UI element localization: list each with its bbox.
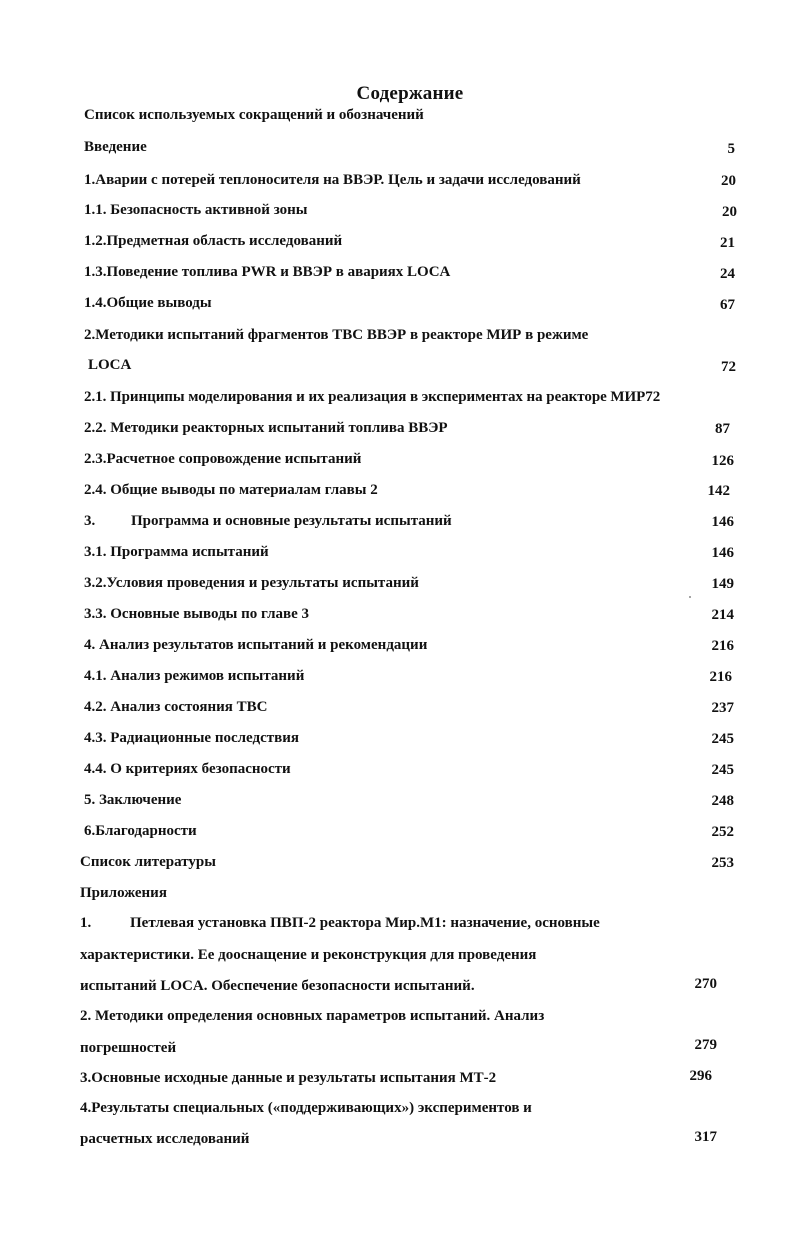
toc-entry-2-1: 2.1. Принципы моделирования и их реализация в экспериментах на реакторе МИР72 <box>84 389 661 405</box>
toc-page-ch4: 216 <box>711 638 734 654</box>
toc-page-4-3: 245 <box>711 731 734 747</box>
toc-entry-4-1: 4.1. Анализ режимов испытаний <box>84 668 305 684</box>
toc-page-2-3: 126 <box>711 453 734 469</box>
toc-entry-app1-line1: Петлевая установка ПВП-2 реактора Мир.М1: назначение, основные <box>130 915 600 931</box>
toc-page-4-2: 237 <box>711 700 734 716</box>
toc-page-1-3: 24 <box>720 266 735 282</box>
toc-entry-ch5: 5. Заключение <box>84 792 182 808</box>
toc-page-ch1: 20 <box>721 173 736 189</box>
toc-entry-ch2-cont: LOCA <box>88 357 132 373</box>
toc-entry-app4-line2: расчетных исследований <box>80 1131 250 1147</box>
toc-entry-appendices: Приложения <box>80 885 167 901</box>
page-title: Содержание <box>356 83 464 104</box>
toc-entry-app2-line1: 2. Методики определения основных параметров испытаний. Анализ <box>80 1008 545 1024</box>
toc-page-1-4: 67 <box>720 297 735 313</box>
toc-entry-app3: 3.Основные исходные данные и результаты испытания МТ-2 <box>80 1070 497 1086</box>
toc-entry-1-3: 1.3.Поведение топлива PWR и ВВЭР в авариях LOCA <box>84 264 451 280</box>
toc-entry-ch3: Программа и основные результаты испытаний <box>131 513 452 529</box>
toc-entry-ch1: 1.Аварии с потерей теплоносителя на ВВЭР. Цель и задачи исследований <box>84 172 581 188</box>
toc-page-3-3: 214 <box>711 607 734 623</box>
toc-entry-3-1: 3.1. Программа испытаний <box>84 544 269 560</box>
toc-page-4-1: 216 <box>709 669 732 685</box>
toc-entry-app1-number: 1. <box>80 915 92 931</box>
toc-entry-ch6: 6.Благодарности <box>84 823 197 839</box>
toc-page-3-2: 149 <box>711 576 734 592</box>
toc-page-3-1: 146 <box>711 545 734 561</box>
toc-entry-app1-line3: испытаний LOCA. Обеспечение безопасности испытаний. <box>80 978 475 994</box>
toc-entry-3-3: 3.3. Основные выводы по главе 3 <box>84 606 309 622</box>
toc-page-app3: 296 <box>689 1068 712 1084</box>
toc-entry-ch4: 4. Анализ результатов испытаний и рекомендации <box>84 637 428 653</box>
toc-page-intro: 5 <box>727 141 735 157</box>
toc-page-app2: 279 <box>694 1037 717 1053</box>
toc-page-ch2: 72 <box>721 359 736 375</box>
toc-page-1-1: 20 <box>722 204 737 220</box>
toc-entry-4-3: 4.3. Радиационные последствия <box>84 730 299 746</box>
toc-entry-4-2: 4.2. Анализ состояния ТВС <box>84 699 268 715</box>
toc-entry-intro: Введение <box>84 139 147 155</box>
toc-page-1-2: 21 <box>720 235 735 251</box>
toc-entry-app1-line2: характеристики. Ее дооснащение и реконструкция для проведения <box>80 947 537 963</box>
toc-page-4-4: 245 <box>711 762 734 778</box>
toc-page-app4: 317 <box>694 1129 717 1145</box>
toc-page-ch6: 252 <box>711 824 734 840</box>
toc-entry-2-3: 2.3.Расчетное сопровождение испытаний <box>84 451 362 467</box>
toc-entry-2-2: 2.2. Методики реакторных испытаний топлива ВВЭР <box>84 420 448 436</box>
toc-entry-2-4: 2.4. Общие выводы по материалам главы 2 <box>84 482 378 498</box>
toc-page-2-4: 142 <box>707 483 730 499</box>
toc-page-ch5: 248 <box>711 793 734 809</box>
toc-entry-1-1: 1.1. Безопасность активной зоны <box>84 202 308 218</box>
toc-page-2-2: 87 <box>715 421 730 437</box>
toc-entry-3-2: 3.2.Условия проведения и результаты испытаний <box>84 575 419 591</box>
toc-entry-4-4: 4.4. О критериях безопасности <box>84 761 291 777</box>
toc-entry-abbreviations: Список используемых сокращений и обозначений <box>84 107 424 123</box>
toc-page-app1: 270 <box>694 976 717 992</box>
toc-page-references: 253 <box>711 855 734 871</box>
toc-entry-app4-line1: 4.Результаты специальных («поддерживающих») экспериментов и <box>80 1100 532 1116</box>
toc-entry-references: Список литературы <box>80 854 216 870</box>
toc-page-ch3: 146 <box>711 514 734 530</box>
toc-entry-ch3-number: 3. <box>84 513 96 529</box>
toc-entry-app2-line2: погрешностей <box>80 1040 177 1056</box>
toc-entry-1-4: 1.4.Общие выводы <box>84 295 212 311</box>
scan-speck <box>689 596 691 598</box>
toc-entry-1-2: 1.2.Предметная область исследований <box>84 233 343 249</box>
toc-entry-ch2: 2.Методики испытаний фрагментов ТВС ВВЭР в реакторе МИР в режиме <box>84 327 589 343</box>
